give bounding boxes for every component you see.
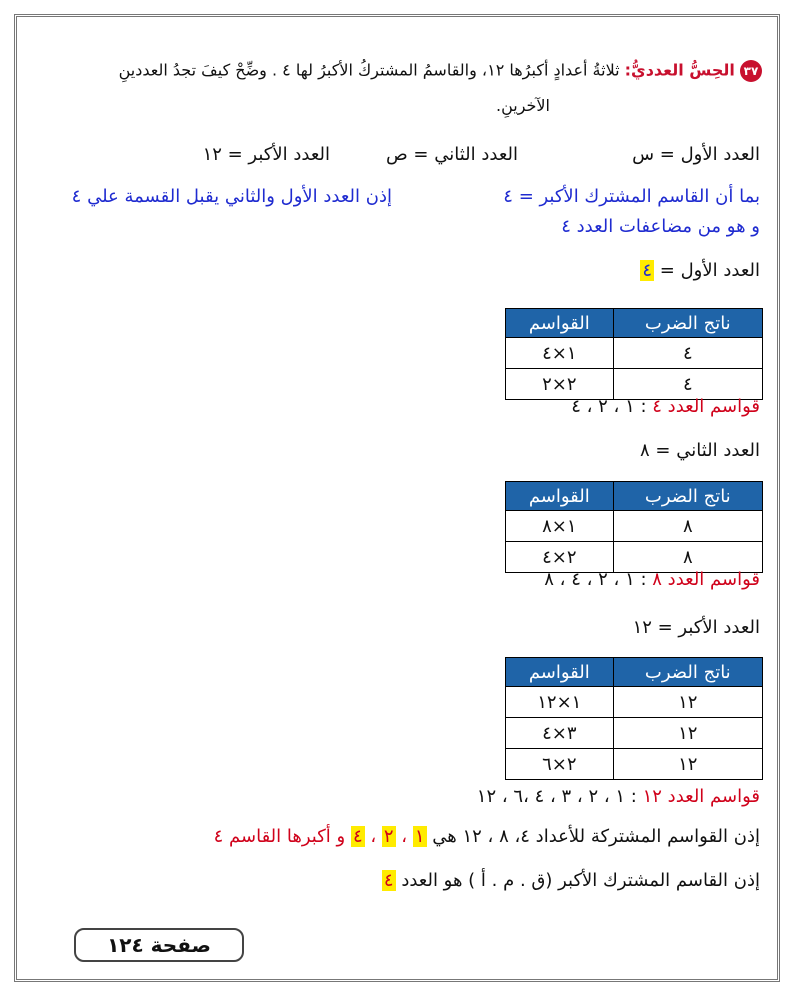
header-factors: القواسم [506, 309, 614, 338]
question-number-badge: ٣٧ [740, 60, 762, 82]
factors-cell: ١×٨ [506, 511, 614, 542]
factors-cell: ٣×٤ [506, 718, 614, 749]
gcd-value: ٤ [383, 870, 394, 891]
gcd-line [382, 870, 760, 891]
factors1-label: قواسم العدد ٤ [652, 396, 760, 417]
product-cell: ٨ [613, 542, 762, 573]
product-cell: ١٢ [613, 687, 762, 718]
common-value-2: ٢ [383, 826, 394, 847]
common-value-1: ١ [414, 826, 425, 847]
factor-table-1 [505, 308, 763, 400]
reason-line-1a: بما أن القاسم المشترك الأكبر = ٤ [503, 186, 760, 207]
factors1-values: : ١ ، ٢ ، ٤ [571, 396, 647, 417]
page-number-label: صفحة ١٢٤ [107, 933, 211, 957]
question-text-2: الآخرينِ. [495, 96, 550, 115]
table-row [506, 687, 763, 718]
table-row [506, 369, 763, 400]
factors-cell: ١×١٢ [506, 687, 614, 718]
factors-cell: ٢×٢ [506, 369, 614, 400]
factors-cell: ٢×٤ [506, 542, 614, 573]
common-factors-line [214, 826, 760, 847]
factors3-label: قواسم العدد ١٢ [642, 786, 760, 807]
factors-cell: ٢×٦ [506, 749, 614, 780]
page-number [74, 928, 244, 962]
factors-line-1 [571, 396, 760, 417]
product-cell: ٤ [613, 369, 762, 400]
question-line-1 [119, 60, 762, 82]
question-title: الحِسُّ العدديُّ: [624, 60, 735, 80]
first-number-label: العدد الأول = [654, 260, 760, 281]
common-prefix: إذن القواسم المشتركة للأعداد ٤، ٨ ، ١٢ هي [432, 826, 760, 847]
table-header-row [506, 309, 763, 338]
header-product: ناتج الضرب [613, 658, 762, 687]
common-sep-1: ، [401, 826, 408, 847]
factor-table-3 [505, 657, 763, 780]
factors2-label: قواسم العدد ٨ [652, 569, 760, 590]
table-header-row [506, 658, 763, 687]
table-header-row [506, 482, 763, 511]
question-text-1: ثلاثةُ أعدادٍ أكبرُها ١٢، والقاسمُ المشتركُ الأكبرُ لها ٤ . وضِّحْ كيفَ تجدُ العددينِ [118, 60, 620, 80]
common-suffix: و أكبرها القاسم ٤ [213, 826, 346, 847]
factors2-values: : ١ ، ٢ ، ٤ ، ٨ [544, 569, 647, 590]
factors-line-3 [477, 786, 760, 807]
table-row [506, 749, 763, 780]
header-product: ناتج الضرب [613, 309, 762, 338]
product-cell: ٨ [613, 511, 762, 542]
header-factors: القواسم [506, 658, 614, 687]
table-row [506, 511, 763, 542]
factors3-values: : ١ ، ٢ ، ٣ ، ٤ ،٦ ، ١٢ [476, 786, 637, 807]
third-number: العدد الأكبر = ١٢ [632, 617, 760, 638]
product-cell: ١٢ [613, 718, 762, 749]
def-second: العدد الثاني = ص [385, 144, 518, 165]
common-value-3: ٤ [352, 826, 363, 847]
header-factors: القواسم [506, 482, 614, 511]
product-cell: ١٢ [613, 749, 762, 780]
common-sep-2: ، [370, 826, 377, 847]
def-first: العدد الأول = س [632, 144, 760, 165]
reason-line-2: و هو من مضاعفات العدد ٤ [561, 216, 760, 237]
first-number-value: ٤ [642, 260, 653, 281]
gcd-prefix: إذن القاسم المشترك الأكبر (ق . م . أ ) هو العدد [401, 870, 760, 891]
header-product: ناتج الضرب [613, 482, 762, 511]
common-suffix-wrap [214, 826, 346, 847]
first-number [640, 260, 760, 281]
table-row [506, 542, 763, 573]
factors-line-2 [544, 569, 760, 590]
factor-table-2 [505, 481, 763, 573]
def-largest: العدد الأكبر = ١٢ [202, 144, 330, 165]
product-cell: ٤ [613, 338, 762, 369]
table-row [506, 338, 763, 369]
factors-cell: ١×٤ [506, 338, 614, 369]
second-number: العدد الثاني = ٨ [640, 440, 760, 461]
reason-line-1b: إذن العدد الأول والثاني يقبل القسمة علي ٤ [71, 186, 392, 207]
table-row [506, 718, 763, 749]
